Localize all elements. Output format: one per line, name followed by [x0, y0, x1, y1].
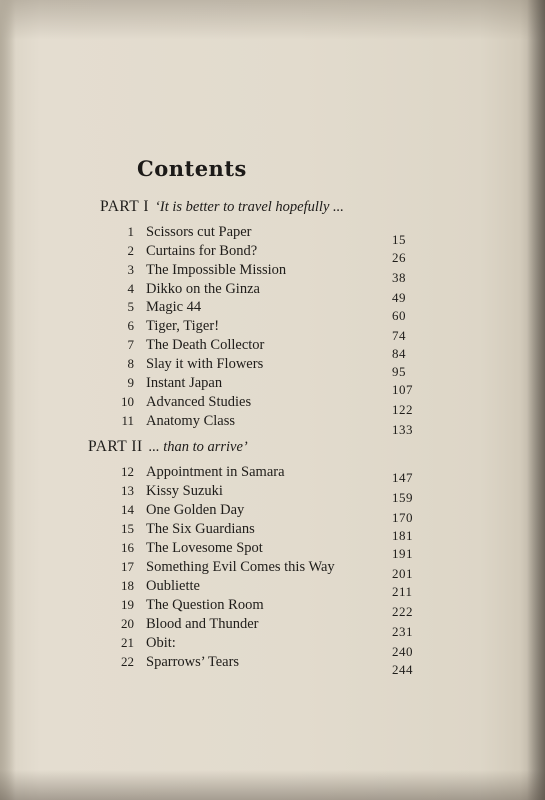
part-subtitle: ‘It is better to travel hopefully ...: [155, 199, 344, 215]
chapter-title: Scissors cut Paper: [146, 224, 252, 240]
chapter-number: 17: [121, 559, 134, 574]
chapter-number: 21: [121, 635, 134, 650]
chapter-title: The Lovesome Spot: [146, 540, 263, 556]
chapter-page-number: 240: [392, 644, 413, 659]
chapter-title: Blood and Thunder: [146, 616, 259, 632]
chapter-number: 12: [121, 464, 134, 479]
chapter-number: 20: [121, 616, 134, 631]
chapter-page-number: 133: [392, 422, 413, 437]
chapter-number: 13: [121, 483, 134, 498]
chapter-number: 15: [121, 521, 134, 536]
chapter-number: 1: [127, 224, 134, 239]
chapter-page-number: 107: [392, 382, 413, 397]
chapter-title: The Death Collector: [146, 337, 265, 353]
chapter-title: Anatomy Class: [146, 413, 236, 429]
chapter-title: Curtains for Bond?: [146, 243, 258, 259]
chapter-number: 3: [127, 262, 134, 277]
chapter-title: One Golden Day: [146, 502, 245, 518]
part-label: PART I: [100, 198, 150, 215]
chapter-page-number: 170: [392, 510, 413, 525]
chapter-number: 5: [127, 299, 134, 314]
chapter-page-number: 159: [392, 490, 413, 505]
chapter-title: Something Evil Comes this Way: [146, 559, 335, 575]
chapter-page-number: 201: [392, 566, 413, 581]
part-label: PART II: [88, 438, 143, 455]
chapter-number: 10: [121, 394, 134, 409]
chapter-page-number: 74: [392, 328, 406, 343]
chapter-page-number: 181: [392, 528, 413, 543]
chapter-page-number: 95: [392, 364, 406, 379]
chapter-title: Obit:: [146, 635, 176, 651]
chapter-page-number: 26: [392, 250, 406, 265]
chapter-title: Appointment in Samara: [146, 464, 285, 480]
chapter-number: 6: [127, 318, 134, 333]
chapter-title: Instant Japan: [146, 375, 223, 391]
chapter-page-number: 191: [392, 546, 413, 561]
chapter-page-number: 84: [392, 346, 406, 361]
chapter-title: The Six Guardians: [146, 521, 255, 537]
page-title: Contents: [137, 156, 247, 181]
chapter-title: The Impossible Mission: [146, 262, 287, 278]
part-heading-2: [88, 438, 248, 456]
chapter-title: Magic 44: [146, 299, 202, 315]
chapter-page-number: 244: [392, 662, 413, 677]
chapter-number: 11: [121, 413, 134, 428]
chapter-page-number: 231: [392, 624, 413, 639]
chapter-number: 16: [121, 540, 134, 555]
chapter-title: The Question Room: [146, 597, 264, 613]
chapter-page-number: 49: [392, 290, 406, 305]
chapter-title: Advanced Studies: [146, 394, 252, 410]
chapter-page-number: 60: [392, 308, 406, 323]
chapter-page-number: 15: [392, 232, 406, 247]
part-subtitle: ... than to arrive’: [148, 439, 248, 455]
chapter-number: 8: [127, 356, 134, 371]
chapter-number: 18: [121, 578, 134, 593]
chapter-title: Oubliette: [146, 578, 200, 594]
chapter-title: Dikko on the Ginza: [146, 281, 260, 297]
chapter-page-number: 122: [392, 402, 413, 417]
chapter-title: Kissy Suzuki: [146, 483, 223, 499]
chapter-number: 2: [127, 243, 134, 258]
chapter-title: Tiger, Tiger!: [146, 318, 220, 334]
chapter-page-number: 38: [392, 270, 406, 285]
chapter-title: Slay it with Flowers: [146, 356, 264, 372]
chapter-number: 22: [121, 654, 134, 669]
chapter-number: 9: [127, 375, 134, 390]
chapter-title: Sparrows’ Tears: [146, 654, 240, 670]
page-gutter-shadow: [0, 0, 16, 800]
part-heading-1: [100, 198, 344, 216]
chapter-page-number: 147: [392, 470, 413, 485]
chapter-number: 14: [121, 502, 134, 517]
chapter-number: 19: [121, 597, 134, 612]
chapter-page-number: 222: [392, 604, 413, 619]
chapter-number: 7: [127, 337, 134, 352]
chapter-page-number: 211: [392, 584, 413, 599]
page-edge-shadow: [527, 0, 545, 800]
chapter-number: 4: [127, 281, 134, 296]
